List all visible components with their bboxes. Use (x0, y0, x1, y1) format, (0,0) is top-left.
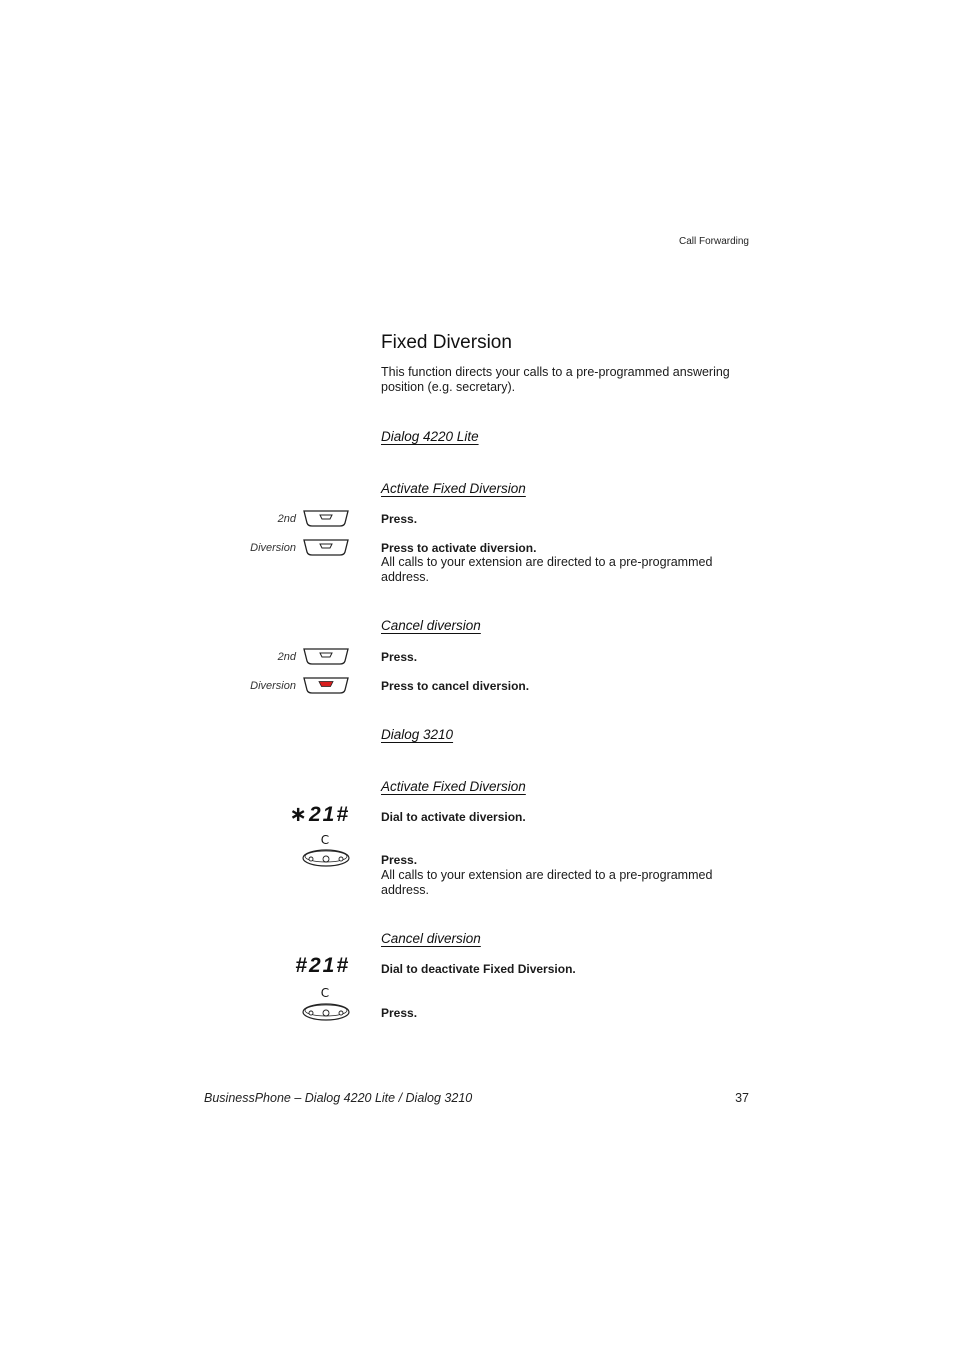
soft-key-icon (302, 538, 350, 556)
step-description: All calls to your extension are directed to a pre-programmed address. (381, 555, 713, 584)
key-label-2nd: 2nd (277, 513, 296, 525)
soft-key-icon (302, 647, 350, 665)
clear-key-icon (301, 1002, 351, 1022)
page-number: 37 (735, 1091, 749, 1105)
step-title: Press to cancel diversion. (381, 679, 530, 693)
dial-code-activate: ∗21# (289, 803, 350, 826)
soft-key-icon (302, 509, 350, 527)
dialog-4220-heading: Dialog 4220 Lite (381, 429, 479, 444)
activate-3210-heading: Activate Fixed Diversion (381, 779, 526, 794)
key-label-diversion: Diversion (250, 680, 296, 692)
cancel-3210-heading: Cancel diversion (381, 931, 481, 946)
step-title: Press. (381, 650, 418, 664)
step-description: All calls to your extension are directed to a pre-programmed address. (381, 868, 713, 897)
step-title: Dial to activate diversion. (381, 810, 526, 824)
step-title: Press. (381, 853, 418, 867)
footer-title: BusinessPhone – Dialog 4220 Lite / Dialog 3210 (204, 1091, 473, 1105)
clear-key-label: C (320, 833, 330, 847)
key-label-2nd: 2nd (277, 651, 296, 663)
step-title: Press to activate diversion. (381, 541, 537, 555)
step-title: Dial to deactivate Fixed Diversion. (381, 962, 576, 976)
dial-code-deactivate: #21# (295, 954, 350, 977)
intro-paragraph: This function directs your calls to a pre-programmed answering position (e.g. secretary). (381, 365, 730, 394)
running-header: Call Forwarding (678, 236, 749, 247)
clear-key-icon (301, 848, 351, 868)
dialog-3210-heading: Dialog 3210 (381, 727, 454, 742)
step-title: Press. (381, 1006, 418, 1020)
step-title: Press. (381, 512, 418, 526)
key-label-diversion: Diversion (250, 542, 296, 554)
cancel-4220-heading: Cancel diversion (381, 618, 481, 633)
clear-key-label: C (320, 986, 330, 1000)
soft-key-lit-icon (302, 676, 350, 694)
activate-4220-heading: Activate Fixed Diversion (381, 481, 526, 496)
page-title: Fixed Diversion (381, 332, 512, 353)
